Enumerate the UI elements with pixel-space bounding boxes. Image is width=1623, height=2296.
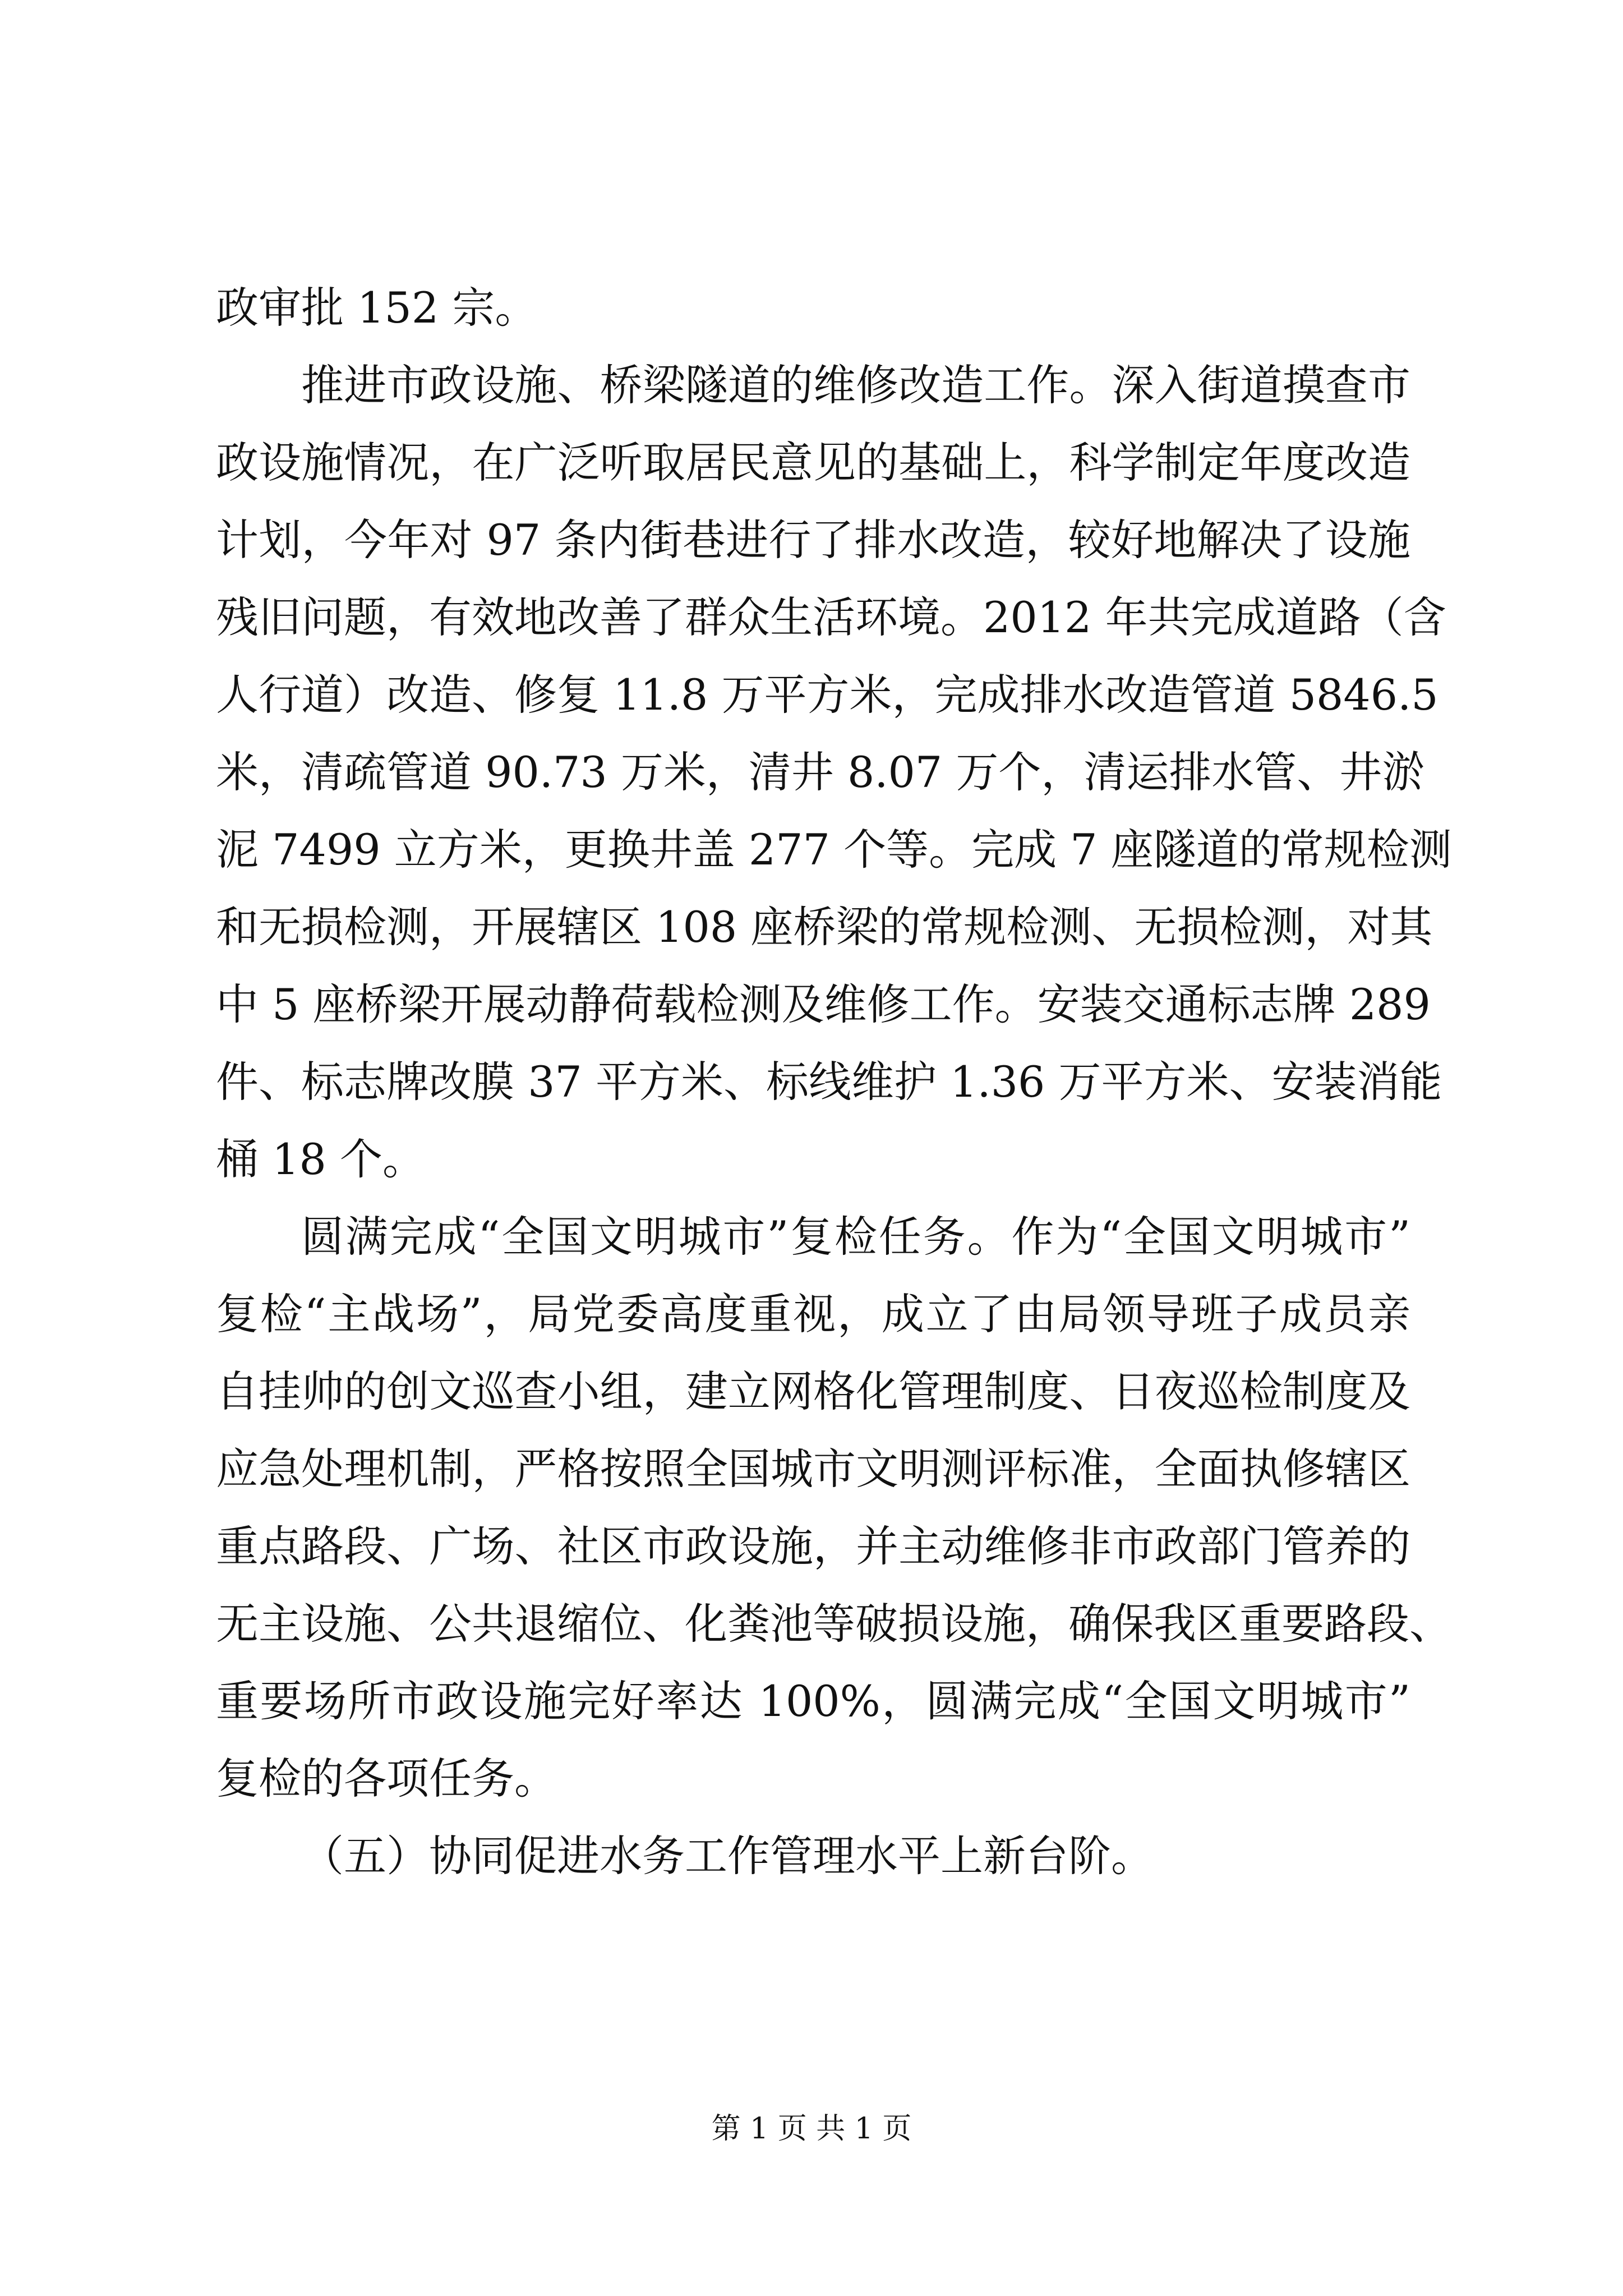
text-line: 人行道）改造、修复 11.8 万平方米，完成排水改造管道 5846.5 [216, 670, 1438, 720]
text-line: 政审批 152 宗。 [216, 283, 538, 333]
document-body [216, 269, 1452, 1895]
section-heading: （五）协同促进水务工作管理水平上新台阶。 [301, 1831, 1154, 1881]
text-line: 复检“主战场”，局党委高度重视，成立了由局领导班子成员亲 [216, 1289, 1410, 1339]
text-line: 应急处理机制，严格按照全国城市文明测评标准，全面执修辖区 [216, 1444, 1410, 1494]
text-line: 政设施情况，在广泛听取居民意见的基础上，科学制定年度改造 [216, 438, 1410, 487]
text-line: 重点路段、广场、社区市政设施，并主动维修非市政部门管养的 [216, 1521, 1410, 1571]
text-line: 中 5 座桥梁开展动静荷载检测及维修工作。安装交通标志牌 289 [216, 979, 1431, 1029]
text-line: 无主设施、公共退缩位、化粪池等破损设施，确保我区重要路段、 [216, 1599, 1452, 1649]
text-line: 计划，今年对 97 条内街巷进行了排水改造，较好地解决了设施 [216, 515, 1410, 565]
page-number-label: 第 1 页 共 1 页 [711, 2112, 912, 2146]
text-line: 米，清疏管道 90.73 万米，清井 8.07 万个，清运排水管、井淤 [216, 747, 1425, 797]
text-line: 圆满完成“全国文明城市”复检任务。作为“全国文明城市” [301, 1212, 1410, 1262]
text-line: 残旧问题，有效地改善了群众生活环境。2012 年共完成道路（含 [216, 592, 1446, 642]
text-line: 桶 18 个。 [216, 1134, 426, 1184]
text-line: 件、标志牌改膜 37 平方米、标线维护 1.36 万平方米、安装消能 [216, 1057, 1442, 1107]
text-line: 复检的各项任务。 [216, 1754, 557, 1803]
text-line: 自挂帅的创文巡查小组，建立网格化管理制度、日夜巡检制度及 [216, 1366, 1410, 1416]
text-line: 和无损检测，开展辖区 108 座桥梁的常规检测、无损检测，对其 [216, 902, 1433, 952]
text-line: 重要场所市政设施完好率达 100%，圆满完成“全国文明城市” [216, 1676, 1410, 1726]
text-line: 推进市政设施、桥梁隧道的维修改造工作。深入街道摸查市 [301, 360, 1410, 410]
text-line: 泥 7499 立方米，更换井盖 277 个等。完成 7 座隧道的常规检测 [216, 825, 1452, 875]
page-footer [0, 2109, 1623, 2148]
